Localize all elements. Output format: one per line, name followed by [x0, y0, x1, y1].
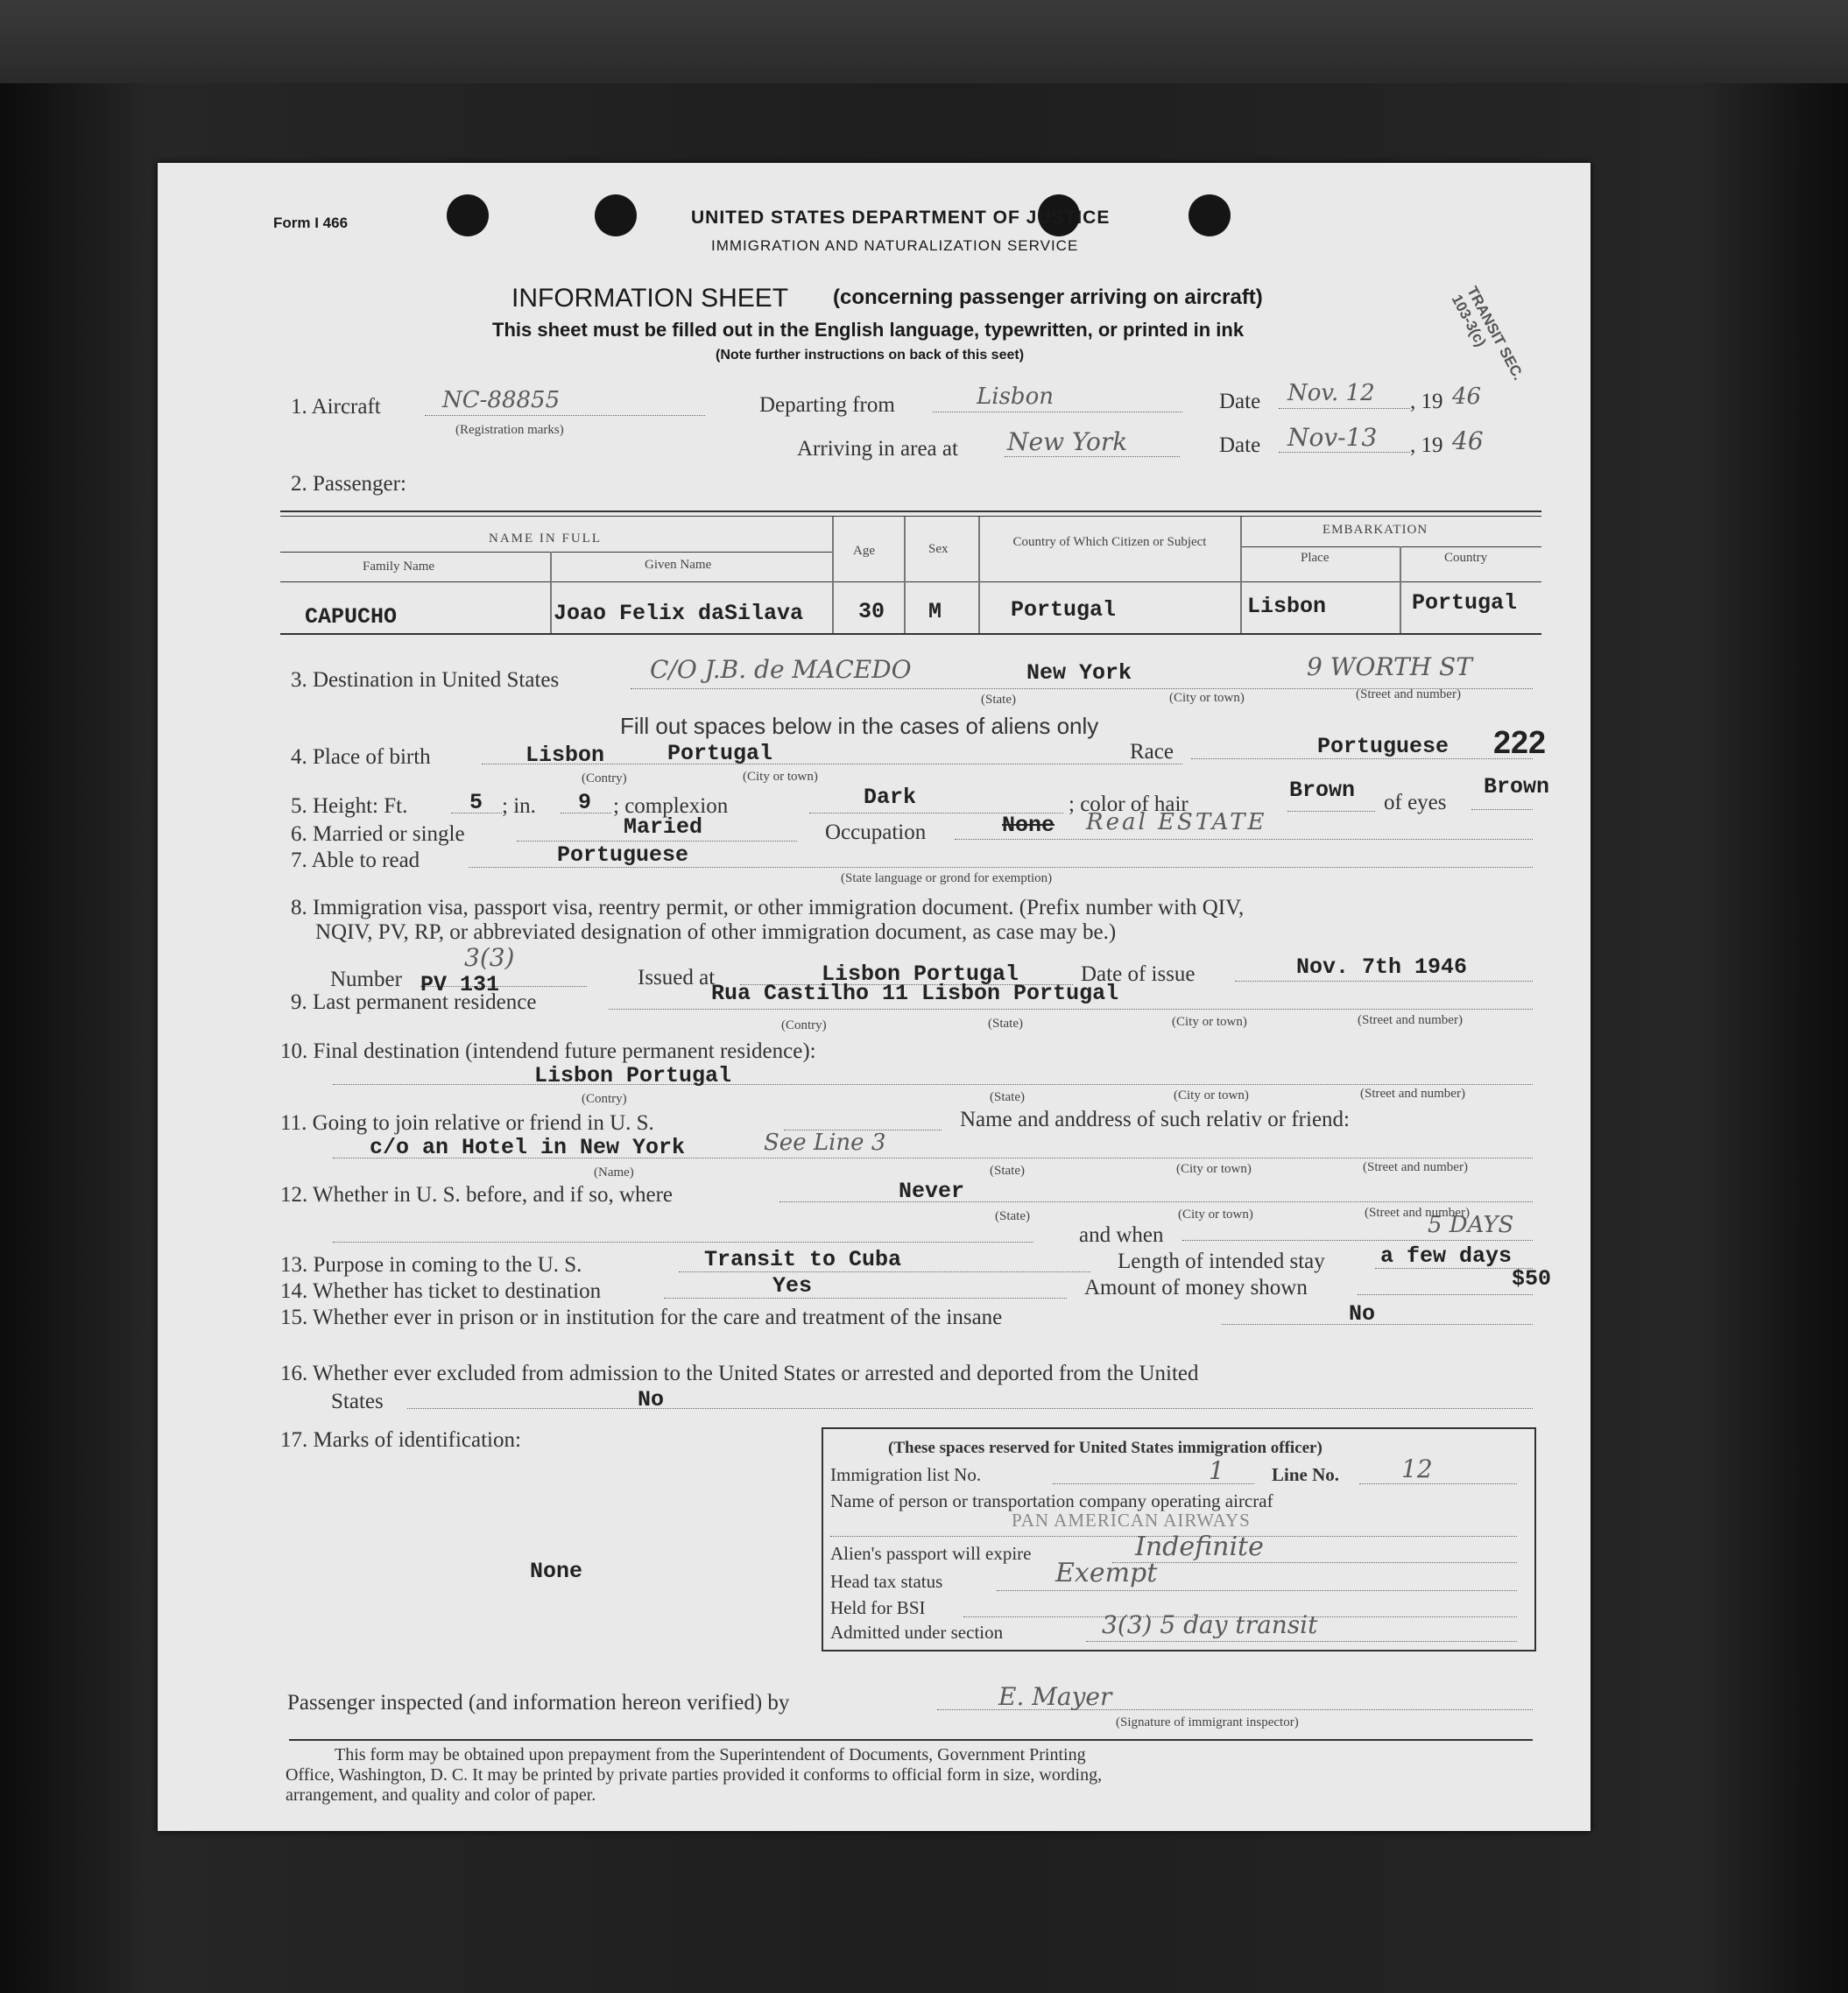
excluded-value: No	[638, 1387, 665, 1412]
hair-value: Brown	[1289, 778, 1356, 803]
passenger-label: 2. Passenger:	[291, 472, 406, 496]
arriving-value: New York	[1007, 427, 1128, 456]
scan-top-strip	[0, 0, 1848, 83]
excluded-label-2: States	[331, 1390, 384, 1413]
embarkation-header: EMBARKATION	[1323, 523, 1428, 537]
form-note: (Note further instructions on back of this seet)	[716, 348, 1025, 363]
final-destination-value: Lisbon Portugal	[534, 1063, 732, 1088]
sex-value: M	[928, 599, 942, 624]
embark-country-value: Portugal	[1412, 590, 1518, 616]
ticket-value: Yes	[772, 1273, 813, 1299]
head-tax-value: Exempt	[1055, 1558, 1158, 1588]
join-relative-label: 11. Going to join relative or friend in U. S.	[280, 1111, 654, 1135]
list-number-value: 1	[1209, 1456, 1224, 1485]
race-label: Race	[1130, 740, 1174, 764]
birth-country-value: Lisbon	[525, 743, 605, 768]
prison-label: 15. Whether ever in prison or in institution for the care and treatment of the insane	[280, 1306, 1003, 1329]
issue-date-label: Date of issue	[1081, 962, 1196, 986]
departing-value: Lisbon	[977, 384, 1054, 410]
place-header: Place	[1301, 551, 1330, 565]
form-number: Form I 466	[273, 215, 349, 231]
arrive-date-label: Date	[1219, 433, 1261, 457]
emb-country-header: Country	[1444, 551, 1488, 565]
issue-date-value: Nov. 7th 1946	[1296, 954, 1468, 980]
state-caption: (State)	[981, 693, 1016, 707]
complexion-label: ; complexion	[613, 794, 729, 818]
aircraft-value: NC-88855	[442, 387, 561, 413]
birthplace-label: 4. Place of birth	[291, 745, 431, 769]
inspector-signature: E. Mayer	[998, 1682, 1112, 1711]
country-header: Country of Which Citizen or Subject	[1012, 535, 1207, 549]
relative-hand-value: See Line 3	[764, 1130, 886, 1156]
service-name: IMMIGRATION AND NATURALIZATION SERVICE	[711, 237, 1079, 254]
prison-value: No	[1349, 1301, 1376, 1327]
inspector-label: Passenger inspected (and information hereon verified) by	[287, 1691, 790, 1715]
eyes-value: Brown	[1484, 774, 1550, 799]
list-number-label: Immigration list No.	[830, 1464, 982, 1485]
residence-country-caption: (Contry)	[781, 1018, 827, 1032]
issued-at-value: Lisbon Portugal	[822, 961, 1019, 987]
footer-line-1: This form may be obtained upon prepayment from the Superintendent of Documents, Government Printing	[335, 1745, 1086, 1764]
marital-value: Maried	[624, 814, 703, 840]
punch-hole	[1189, 194, 1231, 236]
depart-year-prefix: , 19	[1410, 390, 1443, 413]
embark-place-value: Lisbon	[1247, 594, 1327, 619]
complexion-value: Dark	[864, 785, 917, 810]
relative-value: c/o an Hotel in New York	[370, 1135, 686, 1160]
final-state-caption: (State)	[990, 1090, 1025, 1104]
city-caption: (City or town)	[1169, 691, 1245, 705]
read-caption: (State language or grond for exemption)	[841, 871, 1053, 885]
line-number-value: 12	[1401, 1454, 1433, 1483]
visit-city-caption: (City or town)	[1178, 1208, 1253, 1222]
aliens-note: Fill out spaces below in the cases of aliens only	[620, 713, 1099, 739]
visa-text-2: NQIV, PV, RP, or abbreviated designation of other immigration document, as case may be.)	[315, 920, 1117, 944]
race-code: 222	[1493, 724, 1547, 760]
passport-expire-value: Indefinite	[1135, 1532, 1264, 1562]
residence-value: Rua Castilho 11 Lisbon Portugal	[711, 981, 1119, 1006]
birth-city-caption: (City or town)	[743, 770, 818, 784]
passport-expire-label: Alien's passport will expire	[830, 1543, 1032, 1564]
department-name: UNITED STATES DEPARTMENT OF JUSTICE	[691, 208, 1111, 228]
citizen-value: Portugal	[1011, 597, 1117, 623]
inspector-caption: (Signature of immigrant inspector)	[1116, 1715, 1299, 1729]
punch-hole	[447, 194, 489, 236]
form-title: INFORMATION SHEET	[511, 284, 789, 313]
head-tax-label: Head tax status	[830, 1571, 943, 1592]
occupation-hand-value: Real ESTATE	[1086, 809, 1267, 835]
identification-label: 17. Marks of identification:	[280, 1428, 521, 1452]
destination-street-value: 9 WORTH ST	[1307, 652, 1472, 681]
destination-care-of: C/O J.B. de MACEDO	[650, 655, 912, 684]
height-inches-label: ; in.	[502, 794, 536, 818]
officer-box-title: (These spaces reserved for United States immigration officer)	[888, 1439, 1323, 1457]
registration-caption: (Registration marks)	[455, 423, 564, 437]
visa-number-hand: 3(3)	[464, 943, 515, 972]
admitted-section-value: 3(3) 5 day transit	[1102, 1610, 1318, 1639]
depart-date-value: Nov. 12	[1287, 380, 1375, 406]
name-in-full-header: NAME IN FULL	[489, 532, 602, 546]
punch-hole	[595, 194, 637, 236]
admitted-section-label: Admitted under section	[830, 1622, 1004, 1643]
depart-year-value: 46	[1452, 384, 1482, 410]
destination-state-value: New York	[1026, 660, 1132, 686]
previous-visit-label: 12. Whether in U. S. before, and if so, where	[280, 1183, 674, 1207]
street-caption: (Street and number)	[1356, 687, 1461, 701]
residence-street-caption: (Street and number)	[1358, 1013, 1463, 1027]
birth-city-value: Portugal	[667, 741, 773, 766]
sex-header: Sex	[928, 542, 949, 556]
occupation-label: Occupation	[825, 820, 927, 844]
previous-visit-value: Never	[899, 1179, 965, 1204]
held-bsi-label: Held for BSI	[830, 1597, 926, 1618]
age-value: 30	[858, 599, 885, 624]
residence-city-caption: (City or town)	[1172, 1015, 1247, 1029]
hair-label: ; color of hair	[1069, 792, 1189, 816]
issued-at-label: Issued at	[638, 966, 716, 989]
height-label: 5. Height: Ft.	[291, 794, 408, 818]
depart-date-label: Date	[1219, 390, 1261, 413]
family-name-value: CAPUCHO	[305, 604, 398, 630]
given-name-value: Joao Felix daSilava	[554, 601, 804, 626]
relative-name-caption: (Name)	[594, 1166, 634, 1180]
stay-value: a few days	[1380, 1243, 1513, 1269]
purpose-value: Transit to Cuba	[704, 1247, 902, 1272]
age-header: Age	[853, 544, 875, 558]
form-page	[158, 163, 1591, 1831]
purpose-label: 13. Purpose in coming to the U. S.	[280, 1253, 582, 1277]
final-destination-label: 10. Final destination (intendend future permanent residence):	[280, 1039, 816, 1063]
transit-stamp: TRANSIT SEC. 103-3(c)	[1448, 284, 1527, 384]
read-value: Portuguese	[557, 842, 689, 868]
when-label: and when	[1079, 1223, 1164, 1247]
footer-line-2: Office, Washington, D. C. It may be printed by private parties provided it conforms to official form in size, wording,	[286, 1765, 1103, 1785]
excluded-label-1: 16. Whether ever excluded from admission to the United States or arrested and deported from the United	[280, 1362, 1199, 1385]
form-instruction: This sheet must be filled out in the English language, typewritten, or printed in ink	[492, 319, 1245, 341]
height-inches-value: 9	[578, 790, 592, 815]
final-country-caption: (Contry)	[582, 1092, 627, 1106]
final-street-caption: (Street and number)	[1360, 1087, 1465, 1101]
residence-state-caption: (State)	[988, 1017, 1023, 1031]
footer-line-3: arrangement, and quality and color of paper.	[286, 1785, 596, 1805]
identification-value: None	[530, 1559, 583, 1584]
relative-street-caption: (Street and number)	[1363, 1160, 1468, 1174]
arrive-year-value: 46	[1452, 426, 1484, 455]
occupation-typed-value: None	[1002, 813, 1055, 838]
money-value: $50	[1512, 1266, 1552, 1292]
read-label: 7. Able to read	[291, 849, 420, 872]
final-city-caption: (City or town)	[1174, 1088, 1249, 1102]
line-number-label: Line No.	[1272, 1464, 1340, 1485]
departing-label: Departing from	[759, 393, 895, 417]
relative-name-label: Name and anddress of such relativ or friend:	[960, 1108, 1350, 1131]
visit-street-caption: (Street and number)	[1365, 1206, 1470, 1220]
eyes-label: of eyes	[1384, 791, 1447, 814]
officer-reserved-box	[822, 1427, 1536, 1651]
visit-state-caption: (State)	[995, 1209, 1030, 1223]
family-name-header: Family Name	[363, 560, 435, 574]
height-feet-value: 5	[469, 790, 483, 815]
residence-label: 9. Last permanent residence	[291, 990, 537, 1014]
visa-number-label: Number	[330, 968, 402, 991]
race-value: Portuguese	[1317, 734, 1449, 759]
money-label: Amount of money shown	[1084, 1276, 1308, 1299]
when-hand-value: 5 DAYS	[1428, 1212, 1514, 1238]
company-value: PAN AMERICAN AIRWAYS	[1012, 1510, 1251, 1531]
arriving-label: Arriving in area at	[797, 437, 958, 461]
marital-label: 6. Married or single	[291, 822, 465, 846]
visa-number-value: PV 131	[420, 972, 500, 997]
relative-state-caption: (State)	[990, 1164, 1025, 1178]
destination-label: 3. Destination in United States	[291, 668, 560, 692]
birth-country-caption: (Contry)	[582, 771, 627, 785]
company-label: Name of person or transportation company operating aircraf	[830, 1490, 1273, 1511]
arrive-year-prefix: , 19	[1410, 433, 1443, 457]
form-title-note: (concerning passenger arriving on aircraft)	[833, 285, 1263, 309]
ticket-label: 14. Whether has ticket to destination	[280, 1279, 602, 1303]
arrive-date-value: Nov-13	[1287, 423, 1378, 452]
relative-city-caption: (City or town)	[1176, 1162, 1252, 1176]
stay-label: Length of intended stay	[1118, 1250, 1325, 1273]
visa-text-1: 8. Immigration visa, passport visa, reentry permit, or other immigration document. (Prefix number with QIV,	[291, 896, 1245, 919]
given-name-header: Given Name	[645, 558, 712, 572]
aircraft-label: 1. Aircraft	[291, 395, 381, 419]
